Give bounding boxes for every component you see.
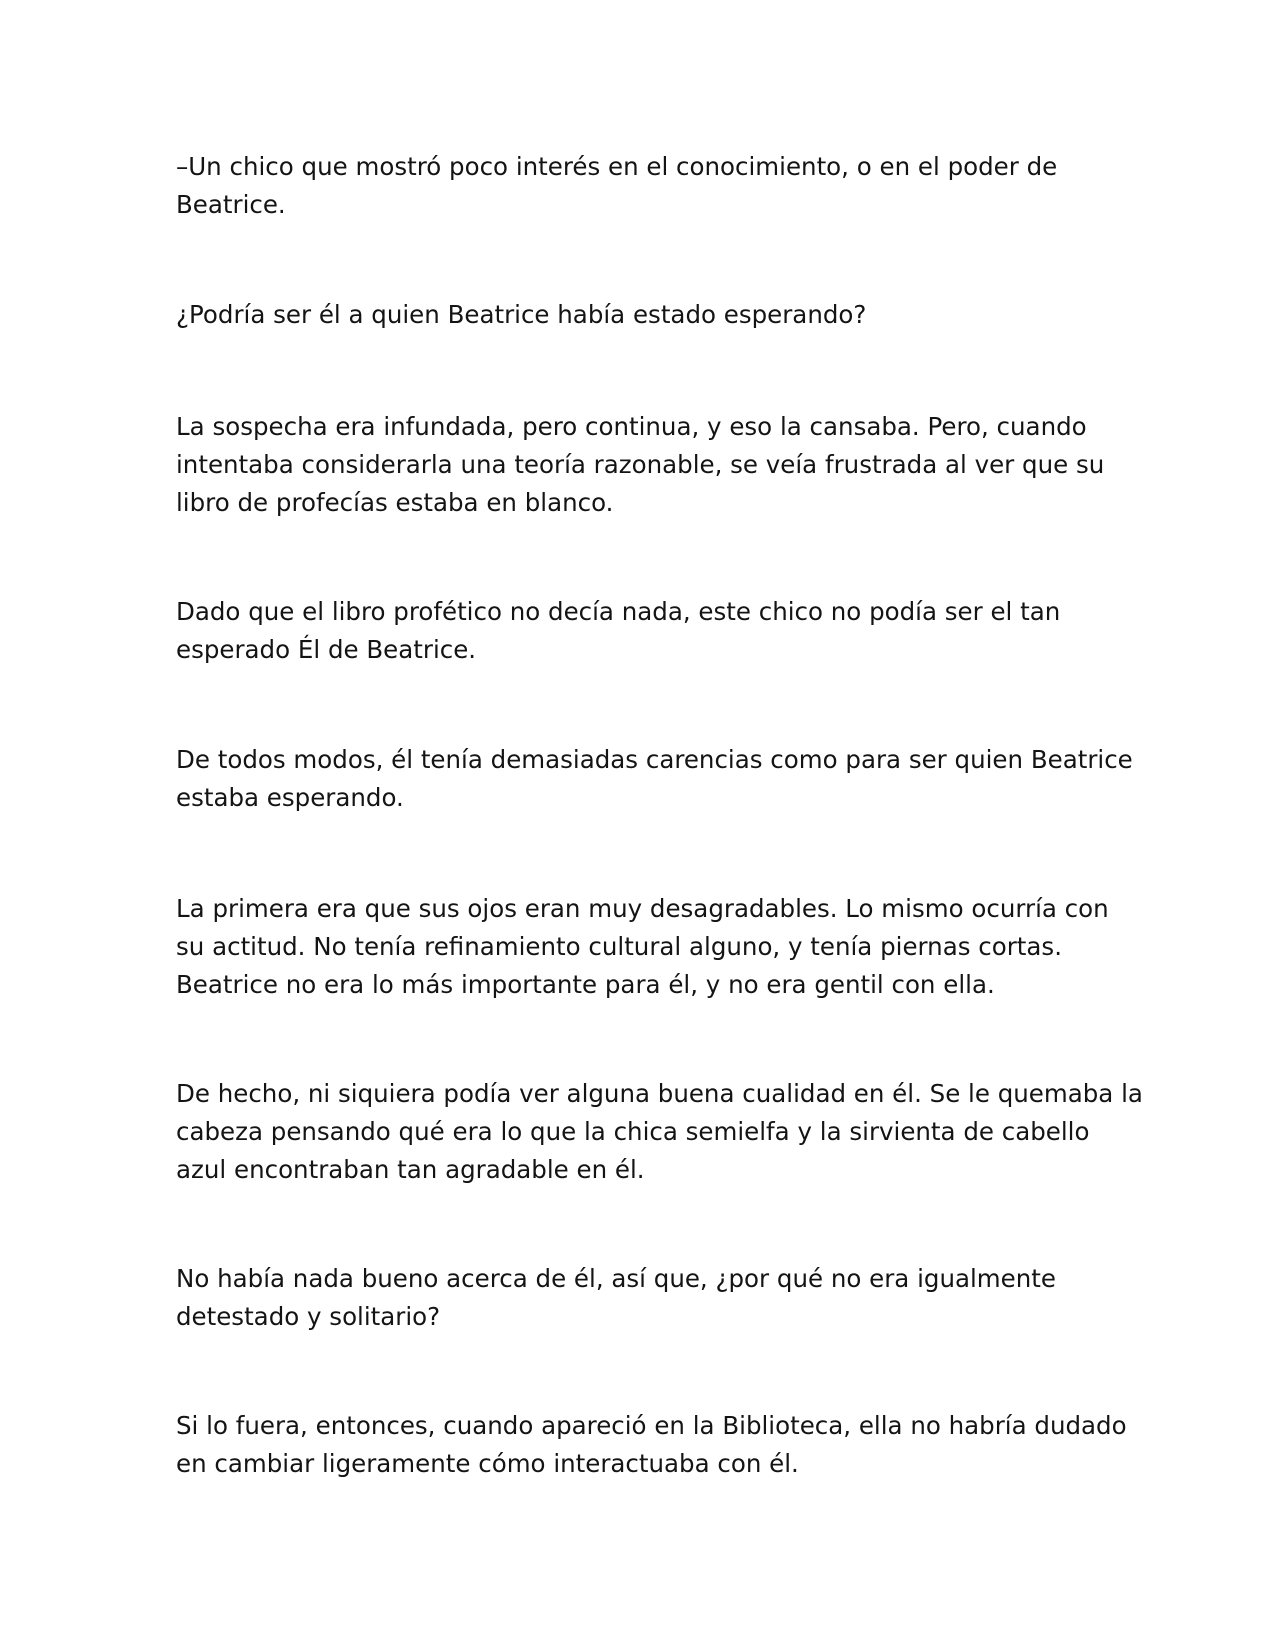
paragraph — [176, 296, 1106, 334]
text-line: ¿Podría ser él a quien Beatrice había estado esperando? — [176, 300, 867, 329]
text-line: esperado Él de Beatrice. — [176, 635, 477, 664]
text-line: intentaba considerarla una teoría razonable, se veía frustrada al ver que su — [176, 450, 1105, 479]
text-line: La sospecha era infundada, pero continua, y eso la cansaba. Pero, cuando — [176, 412, 1087, 441]
text-line: De hecho, ni siquiera podía ver alguna buena cualidad en él. Se le quemaba la — [176, 1079, 1143, 1108]
text-line: No había nada bueno acerca de él, así que, ¿por qué no era igualmente — [176, 1264, 1056, 1293]
text-line: Si lo fuera, entonces, cuando apareció en la Biblioteca, ella no habría dudado — [176, 1411, 1127, 1440]
paragraph — [176, 1075, 1143, 1189]
text-line: Dado que el libro profético no decía nada, este chico no podía ser el tan — [176, 597, 1061, 626]
paragraph — [176, 593, 1106, 669]
text-line: Beatrice no era lo más importante para él, y no era gentil con ella. — [176, 970, 995, 999]
paragraph — [176, 1260, 1106, 1336]
paragraph — [176, 890, 1109, 1004]
text-line: –Un chico que mostró poco interés en el conocimiento, o en el poder de — [176, 152, 1058, 181]
paragraph — [176, 148, 1106, 224]
text-line: estaba esperando. — [176, 783, 404, 812]
text-line: azul encontraban tan agradable en él. — [176, 1155, 645, 1184]
paragraph — [176, 741, 1133, 817]
text-line: libro de profecías estaba en blanco. — [176, 488, 614, 517]
text-line: su actitud. No tenía refinamiento cultural alguno, y tenía piernas cortas. — [176, 932, 1062, 961]
text-line: La primera era que sus ojos eran muy desagradables. Lo mismo ocurría con — [176, 894, 1109, 923]
text-line: cabeza pensando qué era lo que la chica semielfa y la sirvienta de cabello — [176, 1117, 1090, 1146]
paragraph — [176, 1407, 1127, 1483]
text-line: en cambiar ligeramente cómo interactuaba con él. — [176, 1449, 799, 1478]
text-line: Beatrice. — [176, 190, 286, 219]
text-line: De todos modos, él tenía demasiadas carencias como para ser quien Beatrice — [176, 745, 1133, 774]
text-line: detestado y solitario? — [176, 1302, 441, 1331]
paragraph — [176, 408, 1106, 522]
